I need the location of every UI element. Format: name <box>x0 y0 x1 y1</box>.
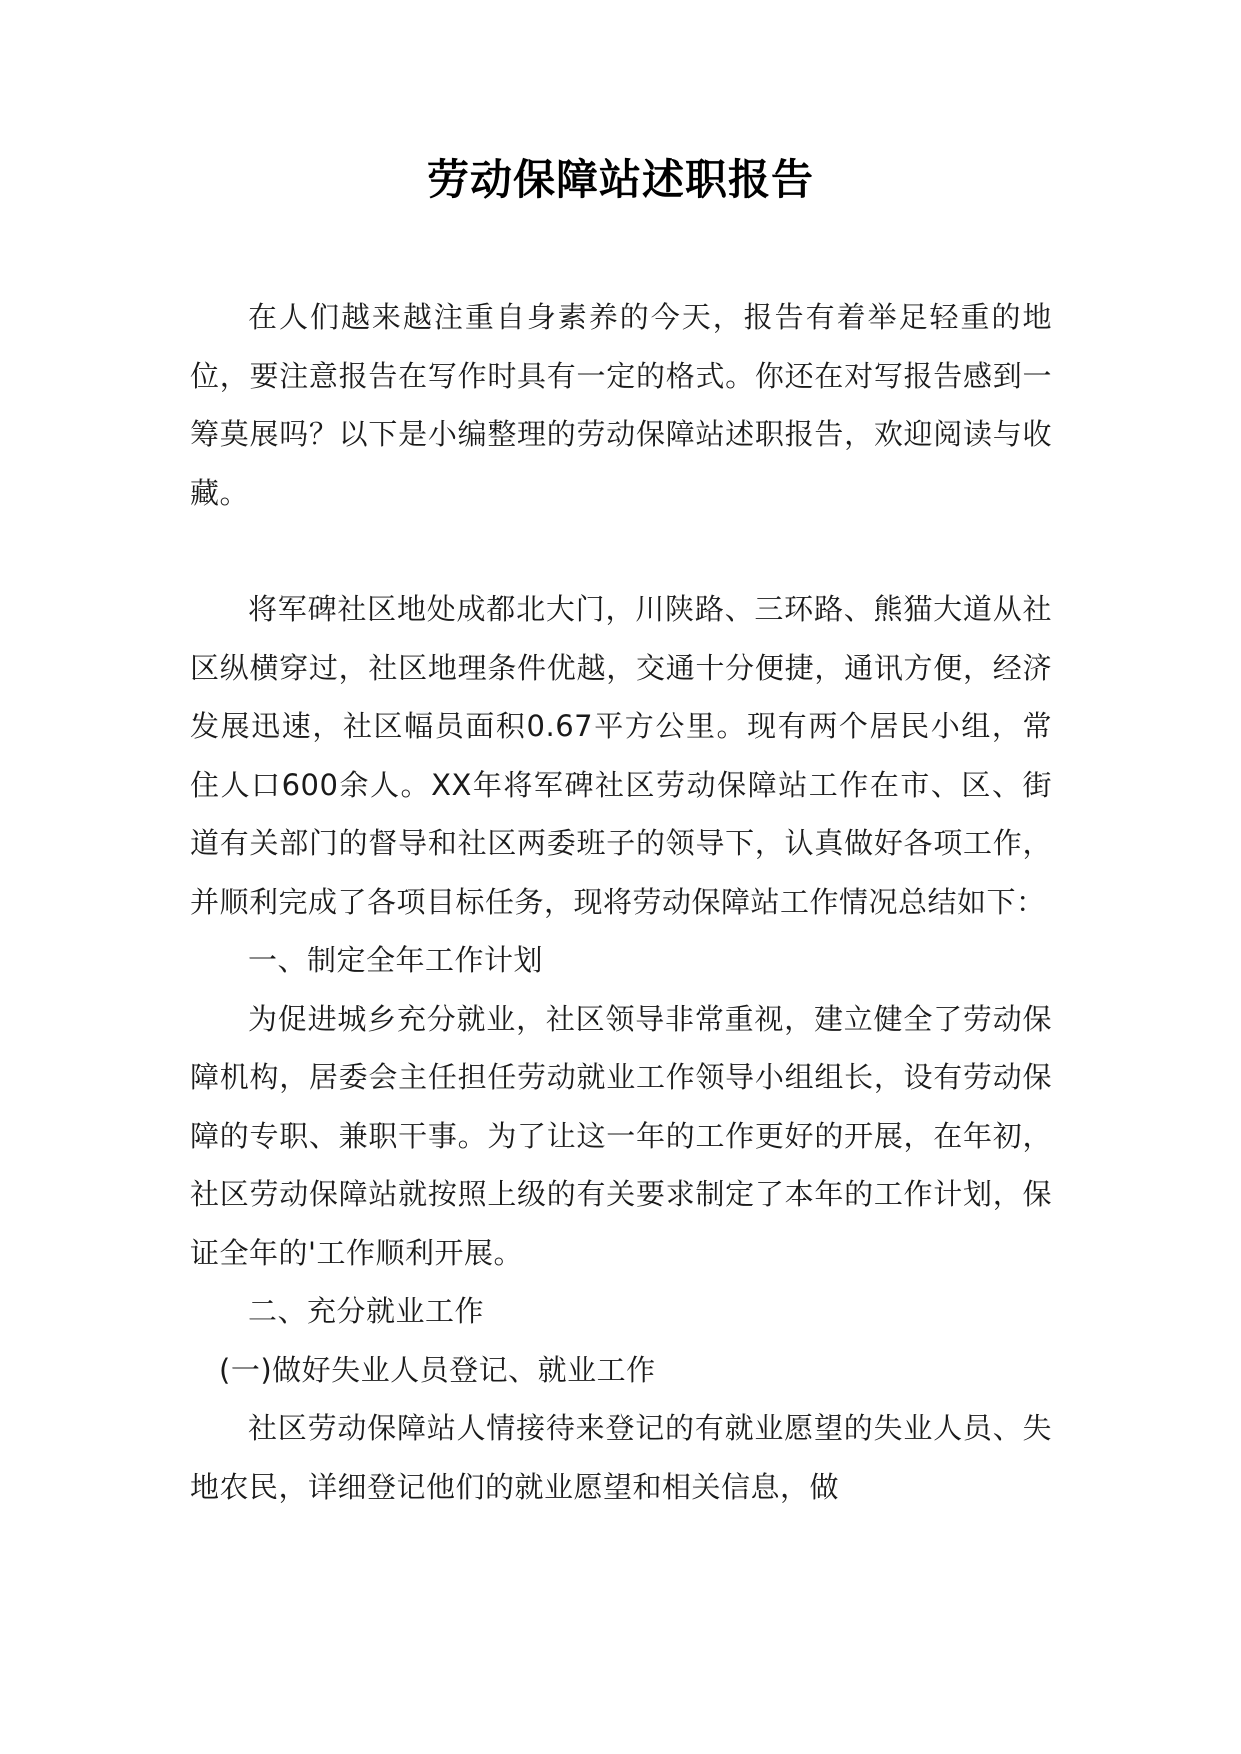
main-section <box>190 580 1052 1516</box>
paragraph-2-1: 社区劳动保障站人情接待来登记的有就业愿望的失业人员、失地农民，详细登记他们的就业愿望和相关信息，做 <box>190 1411 1052 1504</box>
paragraph-section-1: 为促进城乡充分就业，社区领导非常重视，建立健全了劳动保障机构，居委会主任担任劳动就业工作领导小组组长，设有劳动保障的专职、兼职干事。为了让这一年的工作更好的开展，在年初，社区劳动保障站就按照上级的有关要求制定了本年的工作计划，保证全年的'工作顺利开展。 <box>190 1001 1052 1270</box>
heading-section-1: 一、制定全年工作计划 <box>248 943 544 977</box>
paragraph-overview: 将军碑社区地处成都北大门，川陕路、三环路、熊猫大道从社区纵横穿过，社区地理条件优越，交通十分便捷，通讯方便，经济发展迅速，社区幅员面积0.67平方公里。现有两个居民小组，常住人口600余人。XX年将军碑社区劳动保障站工作在市、区、街道有关部门的督导和社区两委班子的领导下，认真做好各项工作，并顺利完成了各项目标任务，现将劳动保障站工作情况总结如下： <box>190 592 1052 919</box>
intro-section <box>190 288 1052 522</box>
heading-section-2: 二、充分就业工作 <box>248 1294 485 1328</box>
subheading-2-1: (一)做好失业人员登记、就业工作 <box>219 1352 656 1387</box>
intro-paragraph: 在人们越来越注重自身素养的今天，报告有着举足轻重的地位，要注意报告在写作时具有一定的格式。你还在对写报告感到一筹莫展吗？以下是小编整理的劳动保障站述职报告，欢迎阅读与收藏。 <box>190 300 1052 510</box>
document-title: 劳动保障站述职报告 <box>426 155 814 204</box>
